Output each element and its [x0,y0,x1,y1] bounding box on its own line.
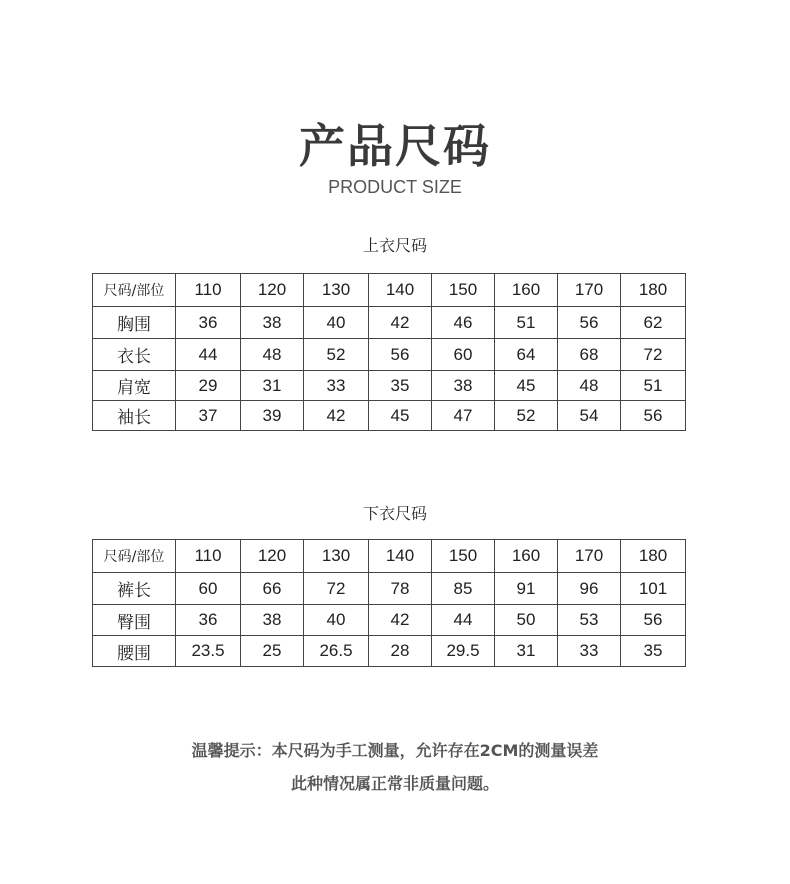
table-cell: 31 [241,371,304,401]
table-cell: 36 [176,605,241,636]
table-cell: 50 [495,605,558,636]
table-header-row [93,540,686,573]
table-cell: 36 [176,307,241,339]
size-header: 160 [495,274,558,307]
size-header: 140 [369,274,432,307]
table-cell: 60 [176,573,241,605]
table-cell: 29 [176,371,241,401]
table-cell: 54 [558,401,621,431]
size-header: 140 [369,540,432,573]
table-cell: 25 [241,636,304,667]
table-cell: 56 [369,339,432,371]
table-cell: 44 [432,605,495,636]
table-cell: 42 [369,605,432,636]
table-cell: 26.5 [304,636,369,667]
table-cell: 68 [558,339,621,371]
measurement-note-line1: 温馨提示：本尺码为手工测量，允许存在2CM的测量误差 [191,741,599,760]
table-header-row [93,274,686,307]
table-cell: 47 [432,401,495,431]
table-cell: 101 [621,573,686,605]
table-cell: 56 [558,307,621,339]
size-header: 160 [495,540,558,573]
size-header: 130 [304,274,369,307]
table-cell: 39 [241,401,304,431]
table-cell: 23.5 [176,636,241,667]
table-cell: 52 [495,401,558,431]
size-header: 150 [432,274,495,307]
row-label: 肩宽 [93,371,176,401]
bottom-table-title: 下衣尺码 [362,504,427,523]
corner-label: 尺码/部位 [93,274,176,307]
size-header: 180 [621,274,686,307]
table-cell: 66 [241,573,304,605]
size-header: 120 [241,274,304,307]
table-cell: 72 [621,339,686,371]
row-label: 袖长 [93,401,176,431]
row-label: 腰围 [93,636,176,667]
row-label: 臀围 [93,605,176,636]
table-cell: 38 [432,371,495,401]
table-cell: 48 [241,339,304,371]
table-cell: 29.5 [432,636,495,667]
table-cell: 62 [621,307,686,339]
table-cell: 40 [304,307,369,339]
page-subtitle: PRODUCT SIZE [328,177,462,197]
row-label: 胸围 [93,307,176,339]
table-cell: 35 [369,371,432,401]
row-label: 裤长 [93,573,176,605]
table-cell: 64 [495,339,558,371]
table-cell: 72 [304,573,369,605]
table-cell: 45 [369,401,432,431]
table-cell: 35 [621,636,686,667]
table-cell: 48 [558,371,621,401]
size-header: 110 [176,274,241,307]
table-cell: 85 [432,573,495,605]
table-cell: 56 [621,401,686,431]
row-label: 衣长 [93,339,176,371]
table-cell: 53 [558,605,621,636]
table-row [93,636,686,667]
table-cell: 31 [495,636,558,667]
top-size-table [92,273,686,431]
measurement-note-line2: 此种情况属正常非质量问题。 [290,774,499,793]
table-row [93,371,686,401]
table-row [93,339,686,371]
table-cell: 56 [621,605,686,636]
table-cell: 51 [621,371,686,401]
table-cell: 60 [432,339,495,371]
table-cell: 91 [495,573,558,605]
table-row [93,605,686,636]
table-row [93,573,686,605]
table-cell: 40 [304,605,369,636]
corner-label: 尺码/部位 [93,540,176,573]
table-cell: 42 [369,307,432,339]
size-header: 170 [558,274,621,307]
table-cell: 28 [369,636,432,667]
table-cell: 33 [558,636,621,667]
table-cell: 78 [369,573,432,605]
page-title: 产品尺码 [299,119,491,173]
size-header: 120 [241,540,304,573]
table-cell: 42 [304,401,369,431]
size-header: 130 [304,540,369,573]
size-header: 180 [621,540,686,573]
bottom-size-table [92,539,686,667]
size-header: 170 [558,540,621,573]
size-header: 110 [176,540,241,573]
table-cell: 52 [304,339,369,371]
table-cell: 45 [495,371,558,401]
table-row [93,401,686,431]
table-cell: 51 [495,307,558,339]
table-cell: 96 [558,573,621,605]
table-row [93,307,686,339]
table-cell: 37 [176,401,241,431]
table-cell: 46 [432,307,495,339]
table-cell: 38 [241,605,304,636]
top-table-title: 上衣尺码 [362,236,427,255]
table-cell: 38 [241,307,304,339]
table-cell: 33 [304,371,369,401]
size-header: 150 [432,540,495,573]
table-cell: 44 [176,339,241,371]
